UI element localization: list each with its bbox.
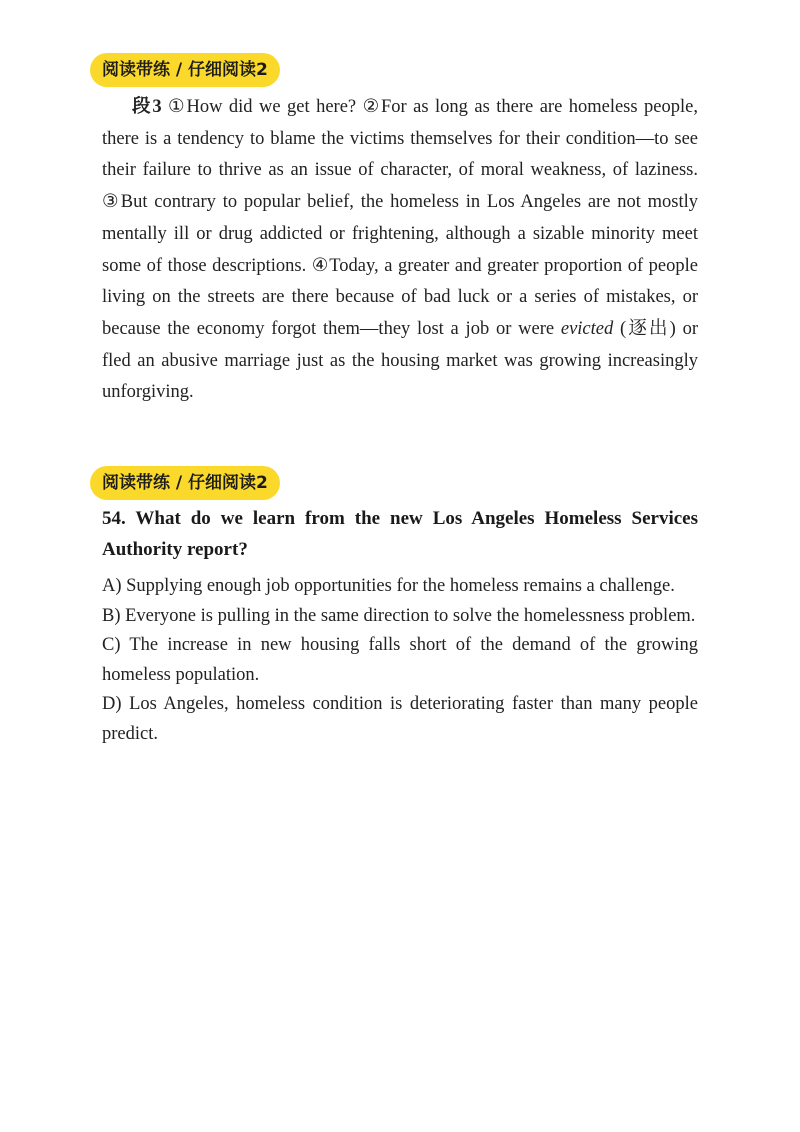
passage-italic-word: evicted [560, 318, 614, 339]
option-b: B) Everyone is pulling in the same direction to solve the homelessness problem. [102, 605, 696, 626]
option-d: D) Los Angeles, homeless condition is deteriorating faster than many people predict. [102, 694, 698, 744]
question-text: 54. What do we learn from the new Los Angeles Homeless Services Authority report? [102, 508, 698, 560]
answer-options [102, 572, 698, 749]
section-tag: 阅读带练 / 仔细阅读2 [90, 53, 280, 87]
paragraph-label: 段3 [132, 97, 162, 117]
passage-paragraph [102, 92, 698, 409]
option-a: A) Supplying enough job opportunities for the homeless remains a challenge. [102, 576, 675, 596]
section-tag: 阅读带练 / 仔细阅读2 [90, 466, 280, 500]
passage-text-part1: ①How did we get here? ②For as long as there are homeless people, there is a tendency to blame the victims themselves for their condition—to see their failure to thrive as an issue of character, of moral weakness, of laziness. ③But contrary to popular belief, the homeless in Los Angeles are not mostly mentally ill or drug addicted or frightening, although a sizable minority meet some of those descriptions. ④Today, a greater and greater proportion of people living on the streets are there because of bad luck or a series of mistakes, or because the economy forgot them—they lost a job or were [102, 97, 698, 339]
passage-text-part2: (逐出) or fled an abusive marriage just as the housing market was growing increasingly unforgiving. [102, 318, 698, 403]
option-c: C) The increase in new housing falls short of the demand of the growing homeless population. [102, 635, 698, 685]
